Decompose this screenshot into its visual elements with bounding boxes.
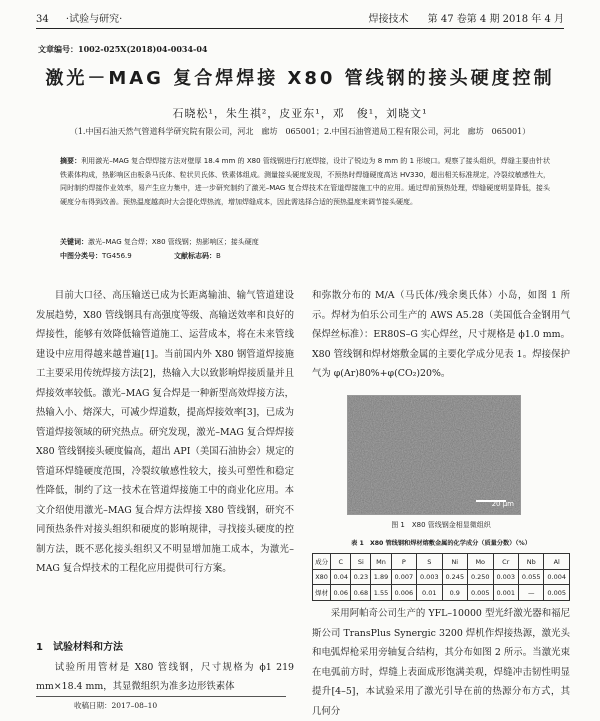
figure-caption: 图 1 X80 管线钢金相显微组织 [391, 521, 491, 529]
table-cell: 0.68 [351, 585, 371, 601]
classification [60, 251, 221, 261]
table-row [313, 570, 570, 585]
abstract-text: 利用激光–MAG 复合焊焊接方法对壁厚 18.4 mm 的 X80 管线钢进行打底焊接，设计了锐边为 8 mm 的 1 形坡口。观察了接头组织，焊缝主要由针状铁素体构成，热影响区由板条马氏体、粒状贝氏体、铁素体组成。测量接头硬度发现，不预热时焊缝硬度高达 HV330，超出相关标准规定，冷裂纹敏感性大，同时制约焊接作业效率，易产生应力集中，进一步研究制约了激光–MAG 复合焊技术在管道焊接施工中的应用。通过焊前预热处理，焊缝硬度明显降低，接头硬度分布得到改善。预热温度越高时大会提化焊热流，增加焊缝成本，因此需选择合适的预热温度来调节接头硬度。 [60, 157, 551, 206]
scale-label: 20 μm [491, 500, 514, 508]
table-header-cell: Si [351, 554, 371, 570]
doc-code-label: 文献标志码： [173, 252, 216, 260]
section-heading: 1 试验材料和方法 [36, 642, 123, 653]
section-label: ·试验与研究· [65, 14, 123, 25]
section-paragraph: 试验所用管材是 X80 管线钢，尺寸规格为 ϕ1 219 mm×18.4 mm，其显微组织为准多边形铁素体 [36, 662, 294, 692]
equipment-paragraph: 采用阿帕奇公司生产的 YFL–10000 型光纤激光器和福尼斯公司 TransPlus Synergic 3200 焊机作焊接热源，激光头和电弧焊枪采用旁轴复合结构，其分布如图 2 所示。当激光束在电弧前方时，焊缝上表面成形饱满美观，焊缝冲击韧性明显提升[4–5]，本试验采用了激光引导在前的热源分布方式，其几何分 [312, 608, 570, 717]
table-cell: 0.055 [518, 570, 543, 585]
right-column-body-2 [312, 604, 570, 721]
keywords [60, 237, 259, 247]
table-row [313, 585, 570, 601]
page-number: 34 [36, 14, 49, 25]
micrograph-image [348, 396, 520, 514]
table-cell: 0.9 [442, 585, 467, 601]
table-cell: 0.250 [468, 570, 493, 585]
table-cell: — [518, 585, 543, 601]
table-cell: 0.003 [417, 570, 442, 585]
table-cell: 0.003 [493, 570, 518, 585]
running-header [36, 6, 564, 29]
table-header-cell: Mo [468, 554, 493, 570]
materials-paragraph: 和弥散分布的 M/A（马氏体/残余奥氏体）小岛，如图 1 所示。焊材为伯乐公司生产的 AWS A5.28（美国低合金钢用气保焊丝标准）：ER80S–G 实心焊丝，尺寸规格是 ϕ1.0 mm。X80 管线钢和焊材熔敷金属的主要化学成分见表 1。焊接保护气为 φ(Ar)80%+φ(CO₂)20%。 [312, 290, 570, 379]
table-cell: 焊材 [313, 585, 331, 601]
doc-code-value: B [215, 252, 221, 260]
table-cell: 0.23 [351, 570, 371, 585]
table-header-cell: Mn [371, 554, 391, 570]
affiliation: （1.中国石油天然气管道科学研究院有限公司，河北 廊坊 065001；2.中国石油管道局工程有限公司，河北 廊坊 065001） [69, 127, 531, 136]
table-cell: 0.04 [331, 570, 351, 585]
table-header-cell: Nb [518, 554, 543, 570]
composition-table [312, 553, 570, 601]
micrograph-figure [347, 395, 521, 515]
table-cell: 0.01 [417, 585, 442, 601]
table-cell: 0.007 [391, 570, 416, 585]
left-column-body [36, 286, 294, 579]
section-body [36, 658, 294, 696]
table-header-cell: Cr [493, 554, 518, 570]
table-cell: X80 [313, 570, 331, 585]
table-cell: 0.005 [468, 585, 493, 601]
table-header-row [313, 554, 570, 570]
table-caption: 表 1 X80 管线钢和焊材熔敷金属的化学成分（质量分数）（%） [351, 540, 531, 547]
table-header-cell: Al [544, 554, 570, 570]
abstract-label: 摘要： [60, 157, 82, 165]
article-number: 文章编号：1002-025X(2018)04-0034-04 [38, 44, 208, 54]
table-cell: 1.55 [371, 585, 391, 601]
paper-title: 激光－MAG 复合焊焊接 X80 管线钢的接头硬度控制 [45, 68, 555, 89]
author-list: 石晓松¹，朱生祺²，皮亚东¹，邓 俊¹，刘晓文¹ [172, 107, 428, 120]
table-cell: 0.006 [391, 585, 416, 601]
table-header-cell: S [417, 554, 442, 570]
abstract [60, 155, 550, 209]
table-cell: 0.245 [442, 570, 467, 585]
table-cell: 0.005 [544, 585, 570, 601]
table-header-cell: C [331, 554, 351, 570]
table-header-cell: 成分 [313, 554, 331, 570]
table-cell: 0.004 [544, 570, 570, 585]
clc-label: 中图分类号： [60, 252, 102, 260]
table-cell: 1.89 [371, 570, 391, 585]
issue-info: 第 47 卷第 4 期 2018 年 4 月 [427, 14, 564, 25]
table-header-cell: P [391, 554, 416, 570]
journal-name: 焊接技术 [368, 14, 409, 25]
clc-value: TG456.9 [102, 252, 132, 260]
keywords-label: 关键词： [60, 238, 88, 246]
table-cell: 0.001 [493, 585, 518, 601]
keywords-text: 激光–MAG 复合焊；X80 管线钢；热影响区；接头硬度 [88, 238, 259, 246]
received-date: 收稿日期：2017–08–10 [36, 696, 286, 711]
table-cell: 0.06 [331, 585, 351, 601]
right-column-body [312, 286, 570, 384]
intro-paragraph: 目前大口径、高压输送已成为长距离输油、输气管道建设发展趋势，X80 管线钢具有高强度等级、高输送效率和良好的焊接性，能够有效降低输管道施工、运营成本，将在未来管线建设中应用得越来越普遍[1]。当前国内外 X80 钢管道焊接施工主要采用传统焊接方法[2]，热输入大以致影响焊接质量并且焊接效率较低。激光–MAG 复合焊是一种新型高效焊接方法，热输入小、熔深大，可减少焊道数，提高焊接效率[3]，已成为管道焊接领域的研究热点。研究发现，激光–MAG 复合焊焊接 X80 管线钢接头硬度偏高，超出 API（美国石油协会）规定的管道环焊缝硬度范围，冷裂纹敏感性较大，接头可塑性和稳定性降低，制约了这一技术在管道焊接施工中的商业化应用。本文介绍使用激光–MAG 复合焊方法焊接 X80 管线钢，研究不同预热条件对接头组织和硬度的影响规律，寻找接头硬度的控制方法，既不恶化接头组织又不明显增加施工成本，为激光–MAG 复合焊技术的工程化应用提供可行方案。 [36, 290, 294, 574]
table-header-cell: Ni [442, 554, 467, 570]
